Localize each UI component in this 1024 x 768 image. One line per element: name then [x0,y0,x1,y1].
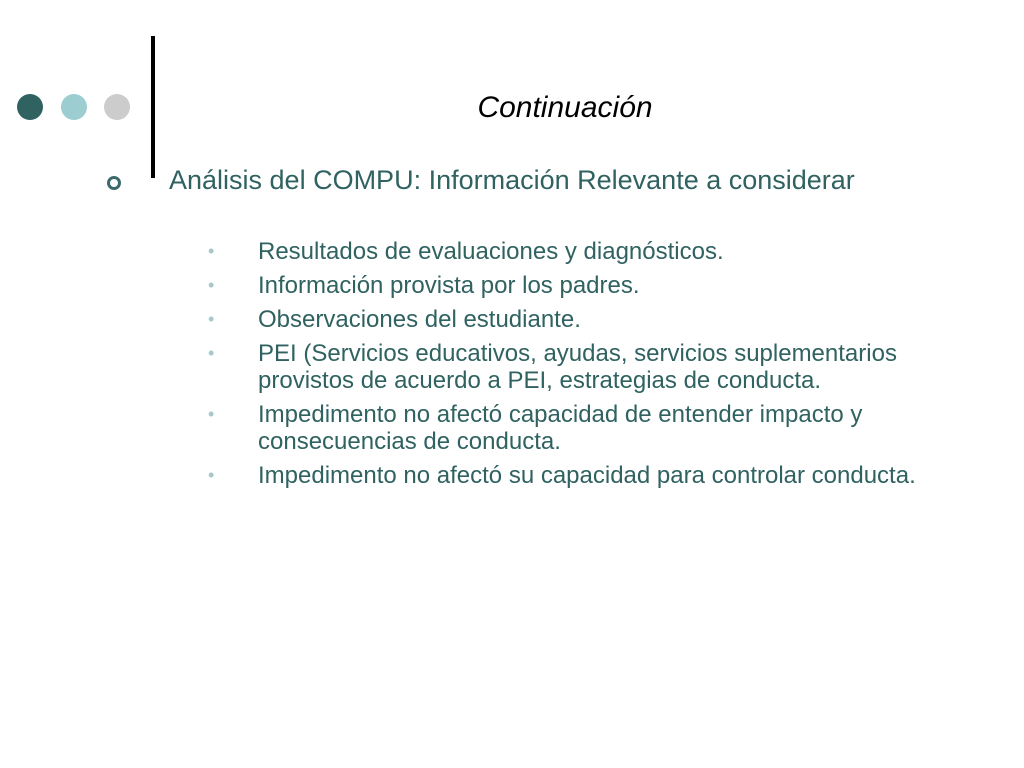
list-item-text: Impedimento no afectó capacidad de entender impacto y consecuencias de conducta. [258,401,863,455]
slide-title: Continuación [477,91,653,124]
list-item-text: Observaciones del estudiante. [258,306,581,333]
list-item [208,340,948,394]
vertical-rule [151,36,155,178]
decorative-dot-dark [17,94,43,120]
dot-bullet-icon: • [208,241,215,261]
sub-point-list [208,238,948,496]
decorative-dot-teal [61,94,87,120]
dot-bullet-icon: • [208,465,215,485]
dot-bullet-icon: • [208,404,215,424]
list-item [208,462,948,489]
list-item [208,272,948,299]
list-item-text: Impedimento no afectó su capacidad para controlar conducta. [258,462,916,489]
dot-bullet-icon: • [208,275,215,295]
list-item-text: PEI (Servicios educativos, ayudas, servicios suplementarios provistos de acuerdo a PEI, estrategias de conducta. [258,340,897,394]
list-item-text: Resultados de evaluaciones y diagnósticos. [258,238,724,265]
ring-bullet-icon [107,176,121,190]
decorative-dot-gray [104,94,130,120]
list-item [208,238,948,265]
main-point-text: Análisis del COMPU: Información Relevante a considerar [169,165,855,195]
list-item-text: Información provista por los padres. [258,272,640,299]
list-item [208,401,948,455]
list-item [208,306,948,333]
dot-bullet-icon: • [208,343,215,363]
dot-bullet-icon: • [208,309,215,329]
